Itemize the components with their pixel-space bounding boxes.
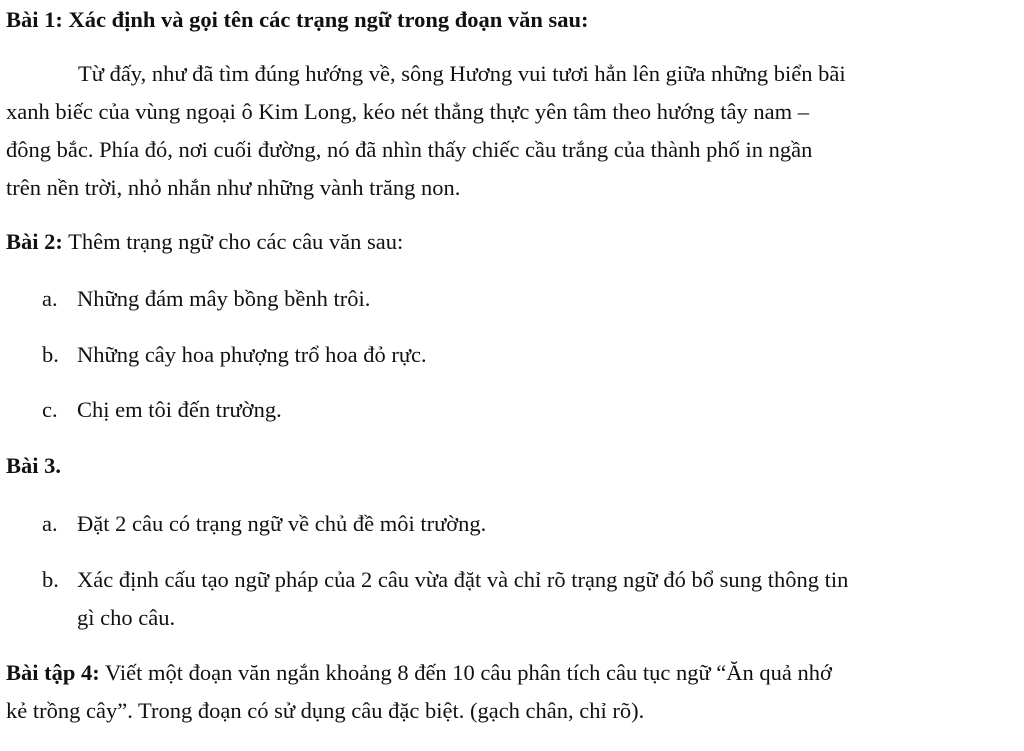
exercise-4-line-2: kẻ trồng cây”. Trong đoạn có sử dụng câu đặc biệt. (gạch chân, chỉ rõ). xyxy=(6,698,645,723)
list-marker: a. xyxy=(42,286,58,311)
exercise-4-line-1 xyxy=(6,662,832,685)
paragraph-line: Từ đấy, như đã tìm đúng hướng về, sông Hương vui tươi hẳn lên giữa những biển bãi xyxy=(78,61,846,86)
list-marker: b. xyxy=(42,567,59,592)
exercise-1-heading: Bài 1: Xác định và gọi tên các trạng ngữ trong đoạn văn sau: xyxy=(6,7,589,32)
list-item-text: Những cây hoa phượng trổ hoa đỏ rực. xyxy=(77,342,427,367)
list-item-text: Xác định cấu tạo ngữ pháp của 2 câu vừa đặt và chỉ rõ trạng ngữ đó bổ sung thông tin xyxy=(77,567,849,592)
list-item-text-continued: gì cho câu. xyxy=(77,605,176,630)
list-item-text: Những đám mây bồng bềnh trôi. xyxy=(77,286,371,311)
exercise-2-instruction: Thêm trạng ngữ cho các câu văn sau: xyxy=(62,229,404,254)
list-marker: c. xyxy=(42,397,58,422)
exercise-2-heading xyxy=(6,231,403,254)
paragraph-line: trên nền trời, nhỏ nhắn như những vành trăng non. xyxy=(6,175,461,200)
list-marker: b. xyxy=(42,342,59,367)
paragraph-line: đông bắc. Phía đó, nơi cuối đường, nó đã nhìn thấy chiếc cầu trắng của thành phố in ngần xyxy=(6,137,813,162)
list-item-text: Đặt 2 câu có trạng ngữ về chủ đề môi trường. xyxy=(77,511,487,536)
list-item-text: Chị em tôi đến trường. xyxy=(77,397,282,422)
exercise-3-heading: Bài 3. xyxy=(6,453,62,478)
paragraph-line: xanh biếc của vùng ngoại ô Kim Long, kéo nét thẳng thực yên tâm theo hướng tây nam – xyxy=(6,99,809,124)
exercise-4-text: Viết một đoạn văn ngắn khoảng 8 đến 10 câu phân tích câu tục ngữ “Ăn quả nhớ xyxy=(99,660,832,685)
list-marker: a. xyxy=(42,511,58,536)
exercise-2-label: Bài 2: xyxy=(6,229,63,254)
exercise-4-label: Bài tập 4: xyxy=(6,660,100,685)
